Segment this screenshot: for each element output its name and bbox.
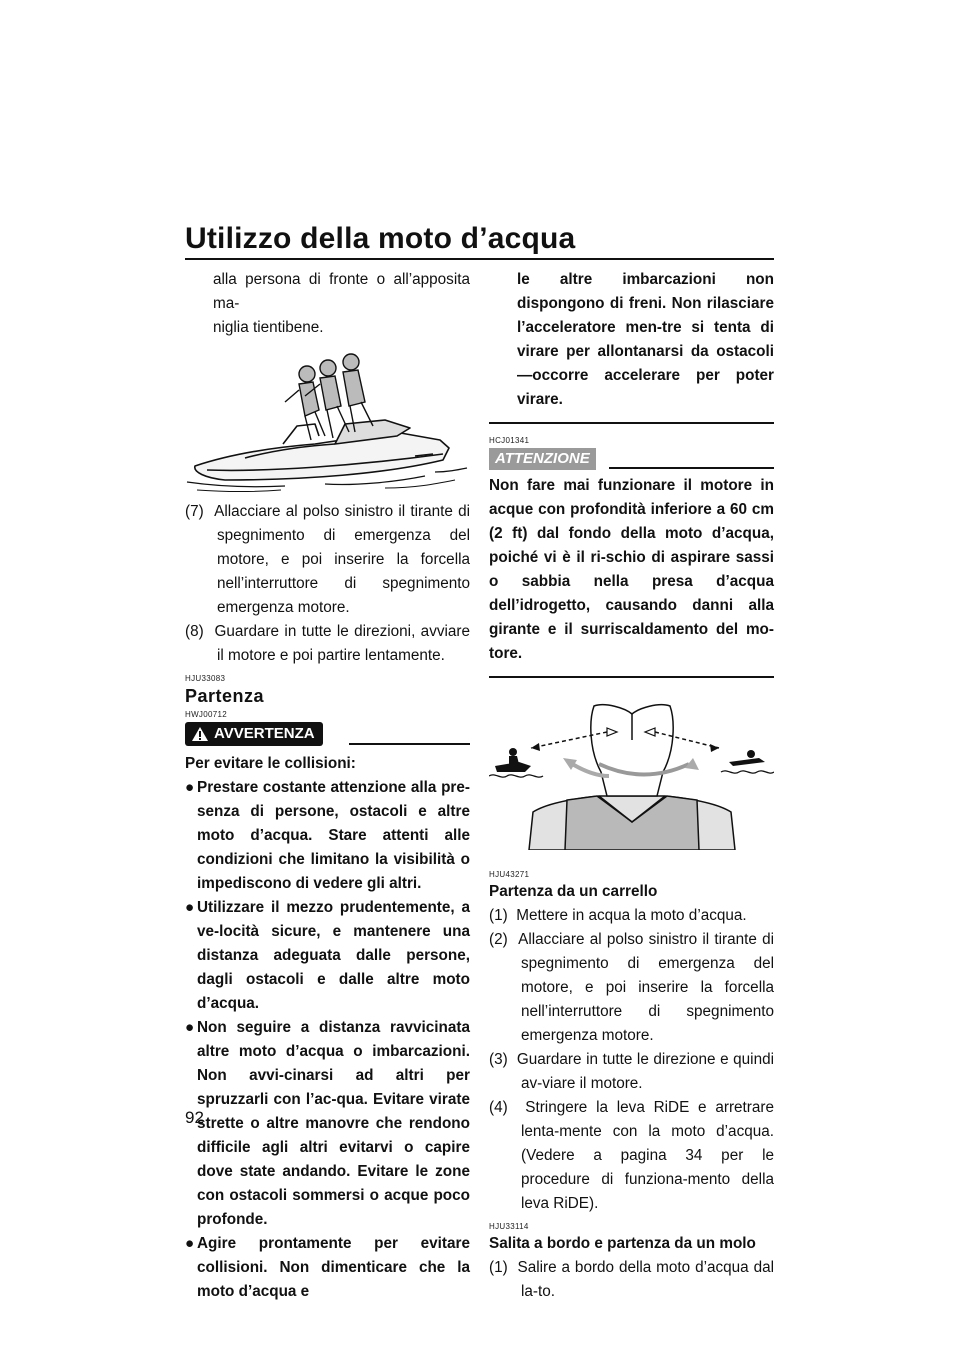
intro-line-2: niglia tientibene. (213, 319, 324, 336)
title-rule (185, 258, 774, 260)
warning-end-rule (489, 422, 774, 424)
sub1-code: HJU43271 (489, 870, 530, 879)
caution-text: Non fare mai funzionare il motore in acque con profondità inferiore a 60 cm (2 ft) dal fondo della moto d’acqua, poiché vi è il ri-schio di aspirare sassi o sabbia nella presa d’acqua dell’idrogetto, causando danni alla girante e il surriscaldamento del mo-tore. (489, 477, 774, 662)
step-8: (8) Guardare in tutte le direzioni, avviare il motore e poi partire lentamente. (185, 623, 470, 664)
page-title: Utilizzo della moto d’acqua (185, 222, 576, 255)
warning-rule (349, 743, 470, 745)
caution-rule (609, 467, 774, 469)
warning-triangle-icon (191, 726, 209, 742)
warning-banner (185, 722, 470, 752)
warning-continued: le altre imbarcazioni non dispongono di freni. Non rilasciare l’acceleratore men-tre si tenta di virare per allontanarsi da ostacoli—occorre accelerare per poter virare. (517, 271, 774, 408)
warning-bullet: ● Prestare costante attenzione alla pre-senza di persone, ostacoli e altre moto d’acqua. Stare attenti alle condizioni che limitano la visibilità o impediscono di vedere gli altri. (185, 779, 470, 892)
section-code: HJU33083 (185, 674, 226, 683)
warning-badge (185, 722, 323, 746)
caution-banner (489, 446, 774, 474)
warning-code: HWJ00712 (185, 710, 227, 719)
warning-bullet: ● Agire prontamente per evitare collisioni. Non dimenticare che la moto d’acqua e (185, 1235, 470, 1300)
sub1-step-2: (2) Allacciare al polso sinistro il tirante di spegnimento di emergenza del motore, e poi inserire la forcella nell’interruttore di spegnimento emergenza motore. (489, 931, 774, 1044)
left-column (185, 268, 470, 1304)
page-number: 92 (185, 1108, 204, 1127)
warning-bullet: ● Utilizzare il mezzo prudentemente, a ve-locità sicure, e mantenere una distanza adeguata dalle persone, dagli ostacoli e dalle altre moto d’acqua. (185, 899, 470, 1012)
warning-intro: Per evitare le collisioni: (185, 755, 356, 772)
look-around-illustration (489, 700, 774, 850)
intro-line-1: alla persona di fronte o all’apposita ma- (213, 271, 470, 312)
sub1-step-3: (3) Guardare in tutte le direzione e quindi av-viare il motore. (489, 1051, 774, 1092)
sub2-step-1: (1) Salire a bordo della moto d’acqua dal la-to. (489, 1259, 774, 1300)
sub2-title: Salita a bordo e partenza da un molo (489, 1235, 756, 1252)
caution-end-rule (489, 676, 774, 678)
step-7: (7) Allacciare al polso sinistro il tirante di spegnimento di emergenza del motore, e poi inserire la forcella nell’interruttore di spegnimento emergenza motore. (185, 503, 470, 616)
sub2-code: HJU33114 (489, 1222, 529, 1231)
caution-badge: ATTENZIONE (489, 448, 596, 470)
caution-code: HCJ01341 (489, 436, 530, 445)
sub1-title: Partenza da un carrello (489, 883, 658, 900)
section-title-partenza: Partenza (185, 686, 265, 706)
sub1-step-1: (1) Mettere in acqua la moto d’acqua. (489, 907, 747, 924)
warning-label: AVVERTENZA (214, 725, 315, 742)
sub1-step-4: (4) Stringere la leva RiDE e arretrare lenta-mente con la moto d’acqua. (Vedere a pagina 34 per le procedure di funziona-mento della leva RiDE). (489, 1099, 774, 1212)
jet-ski-riders-illustration (185, 340, 470, 500)
right-column (489, 268, 774, 1304)
warning-bullet: ● Non seguire a distanza ravvicinata altre moto d’acqua o imbarcazioni. Non avvi-cinarsi ad altri per spruzzarli con l’ac-qua. Evitare virate strette o altre manovre che rendono difficile agli altri evitarvi o capire dove state andando. Evitare le zone con ostacoli sommersi o acque poco profonde. (185, 1019, 470, 1228)
